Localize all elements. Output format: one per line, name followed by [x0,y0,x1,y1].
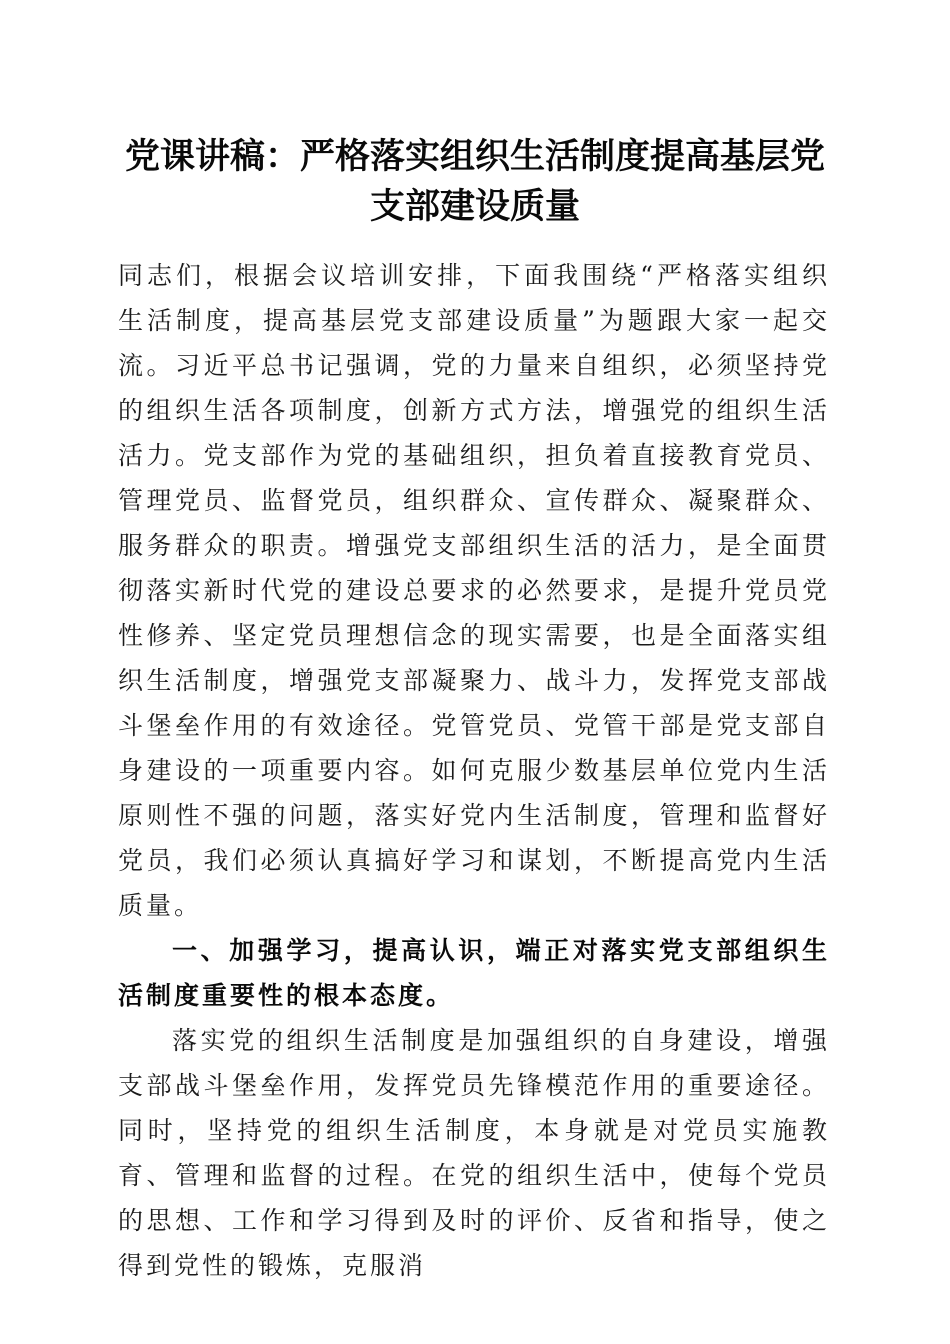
document-title [100,132,850,232]
intro-paragraph: 同志们，根据会议培训安排，下面我围绕“严格落实组织生活制度，提高基层党支部建设质量”为题跟大家一起交流。习近平总书记强调，党的力量来自组织，必须坚持党的组织生活各项制度，创新方式方法，增强党的组织生活活力。党支部作为党的基础组织，担负着直接教育党员、管理党员、监督党员，组织群众、宣传群众、凝聚群众、服务群众的职责。增强党支部组织生活的活力，是全面贯彻落实新时代党的建设总要求的必然要求，是提升党员党性修养、坚定党员理想信念的现实需要，也是全面落实组织生活制度，增强党支部凝聚力、战斗力，发挥党支部战斗堡垒作用的有效途径。党管党员、党管干部是党支部自身建设的一项重要内容。如何克服少数基层单位党内生活原则性不强的问题，落实好党内生活制度，管理和监督好党员，我们必须认真搞好学习和谋划，不断提高党内生活质量。 [118,261,830,920]
section-1-heading: 一、加强学习，提高认识，端正对落实党支部组织生活制度重要性的根本态度。 [118,936,830,1010]
title-line-1: 党课讲稿：严格落实组织生活制度提高基层党 [124,137,825,177]
title-line-2: 支部建设质量 [369,187,580,227]
section-1-paragraph: 落实党的组织生活制度是加强组织的自身建设，增强支部战斗堡垒作用，发挥党员先锋模范作用的重要途径。同时，坚持党的组织生活制度，本身就是对党员实施教育、管理和监督的过程。在党的组织生活中，使每个党员的思想、工作和学习得到及时的评价、反省和指导，使之得到党性的锻炼，克服消 [118,1026,830,1280]
document-body [118,253,830,1288]
